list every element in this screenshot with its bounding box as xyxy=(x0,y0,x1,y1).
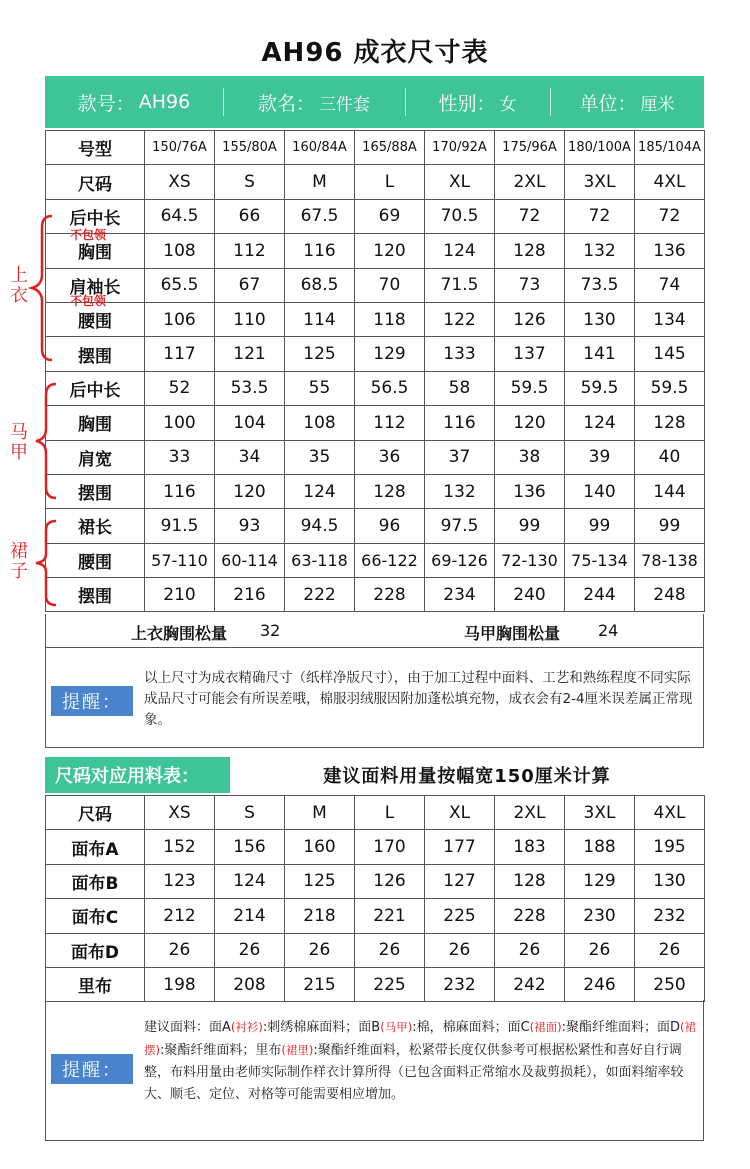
row-label: 胸围 xyxy=(46,406,145,440)
skirt-group-brace xyxy=(32,518,58,608)
value-cell: 214 xyxy=(215,899,285,933)
style-no-value: AH96 xyxy=(138,91,191,113)
value-cell: 130 xyxy=(635,864,705,898)
value-cell: 123 xyxy=(145,864,215,898)
value-cell: 26 xyxy=(285,933,355,967)
measure-row xyxy=(46,337,705,371)
value-cell: 225 xyxy=(425,899,495,933)
value-cell: 120 xyxy=(495,406,565,440)
vest-ease-value: 24 xyxy=(598,621,619,640)
fabric-row xyxy=(46,967,705,1001)
value-cell: 228 xyxy=(355,578,425,612)
value-cell: 104 xyxy=(215,406,285,440)
value-cell: 26 xyxy=(145,933,215,967)
measure-row xyxy=(46,440,705,474)
fit-cell: 175/96A xyxy=(495,131,565,165)
fabric-note-part: 建议面料：面A xyxy=(144,1020,231,1035)
value-cell: 78-138 xyxy=(635,543,705,577)
measure-row xyxy=(46,302,705,336)
value-cell: 55 xyxy=(285,371,355,405)
value-cell: 38 xyxy=(495,440,565,474)
gender-value: 女 xyxy=(499,94,517,115)
value-cell: 66-122 xyxy=(355,543,425,577)
value-cell: 60-114 xyxy=(215,543,285,577)
value-cell: 125 xyxy=(285,864,355,898)
value-cell: 70 xyxy=(355,268,425,302)
size-cell: XS xyxy=(145,796,215,830)
fabric-note-tag: (裙里) xyxy=(281,1043,314,1057)
fabric-note-part: :聚酯纤维面料；里布 xyxy=(160,1043,282,1058)
value-cell: 75-134 xyxy=(565,543,635,577)
skirt-group-label: 裙子 xyxy=(10,541,28,582)
value-cell: 141 xyxy=(565,337,635,371)
gender xyxy=(405,76,550,128)
value-cell: 130 xyxy=(565,302,635,336)
value-cell: 26 xyxy=(635,933,705,967)
value-cell: 26 xyxy=(425,933,495,967)
value-cell: 73 xyxy=(495,268,565,302)
value-cell: 222 xyxy=(285,578,355,612)
value-cell: 195 xyxy=(635,830,705,864)
value-cell: 40 xyxy=(635,440,705,474)
value-cell: 118 xyxy=(355,302,425,336)
fabric-bar-subtitle: 建议面料用量按幅宽150厘米计算 xyxy=(323,766,611,787)
row-label: 后中长 xyxy=(46,199,145,233)
value-cell: 64.5 xyxy=(145,199,215,233)
value-cell: 218 xyxy=(285,899,355,933)
value-cell: 225 xyxy=(355,967,425,1001)
unit xyxy=(550,76,704,128)
value-cell: 110 xyxy=(215,302,285,336)
size-cell: S xyxy=(215,165,285,199)
value-cell: 128 xyxy=(495,864,565,898)
value-cell: 126 xyxy=(355,864,425,898)
value-cell: 99 xyxy=(565,509,635,543)
row-label: 面布C xyxy=(46,899,145,933)
value-cell: 108 xyxy=(285,406,355,440)
vest-ease-label: 马甲胸围松量 xyxy=(464,624,561,643)
value-cell: 244 xyxy=(565,578,635,612)
value-cell: 128 xyxy=(355,474,425,508)
size-cell: XS xyxy=(145,165,215,199)
reminder-text-2 xyxy=(144,1016,699,1106)
value-cell: 37 xyxy=(425,440,495,474)
value-cell: 114 xyxy=(285,302,355,336)
value-cell: 160 xyxy=(285,830,355,864)
gender-label: 性别： xyxy=(438,92,496,115)
value-cell: 35 xyxy=(285,440,355,474)
value-cell: 99 xyxy=(495,509,565,543)
size-cell: S xyxy=(215,796,285,830)
fabric-note-tag: (裙面) xyxy=(529,1020,562,1034)
no-collar-note-1: 不包领 xyxy=(70,228,107,242)
no-collar-note-2: 不包领 xyxy=(70,294,107,308)
value-cell: 71.5 xyxy=(425,268,495,302)
value-cell: 221 xyxy=(355,899,425,933)
fit-cell: 170/92A xyxy=(425,131,495,165)
vest-group-label: 马甲 xyxy=(10,422,28,463)
measure-row xyxy=(46,199,705,233)
measure-row xyxy=(46,578,705,612)
unit-label: 单位： xyxy=(579,92,637,115)
fit-cell: 185/104A xyxy=(635,131,705,165)
row-label: 面布D xyxy=(46,933,145,967)
value-cell: 198 xyxy=(145,967,215,1001)
size-cell: L xyxy=(355,165,425,199)
fabric-note-tag: (马甲) xyxy=(380,1020,413,1034)
row-label: 肩宽 xyxy=(46,440,145,474)
value-cell: 140 xyxy=(565,474,635,508)
value-cell: 216 xyxy=(215,578,285,612)
page-title: AH96 成衣尺寸表 xyxy=(261,38,489,68)
value-cell: 108 xyxy=(145,234,215,268)
value-cell: 96 xyxy=(355,509,425,543)
value-cell: 34 xyxy=(215,440,285,474)
value-cell: 126 xyxy=(495,302,565,336)
value-cell: 124 xyxy=(565,406,635,440)
value-cell: 100 xyxy=(145,406,215,440)
fabric-row xyxy=(46,933,705,967)
value-cell: 240 xyxy=(495,578,565,612)
fit-cell: 160/84A xyxy=(285,131,355,165)
row-label: 摆围 xyxy=(46,474,145,508)
value-cell: 208 xyxy=(215,967,285,1001)
reminder-box-2 xyxy=(45,1000,704,1141)
fabric-note-part: :棉，棉麻面料；面C xyxy=(412,1020,530,1035)
value-cell: 69 xyxy=(355,199,425,233)
value-cell: 129 xyxy=(565,864,635,898)
value-cell: 133 xyxy=(425,337,495,371)
value-cell: 73.5 xyxy=(565,268,635,302)
value-cell: 145 xyxy=(635,337,705,371)
value-cell: 132 xyxy=(565,234,635,268)
top-group-brace xyxy=(28,213,54,363)
row-label: 摆围 xyxy=(46,337,145,371)
value-cell: 112 xyxy=(215,234,285,268)
fabric-row xyxy=(46,864,705,898)
value-cell: 72 xyxy=(495,199,565,233)
value-cell: 124 xyxy=(285,474,355,508)
value-cell: 170 xyxy=(355,830,425,864)
value-cell: 136 xyxy=(635,234,705,268)
row-label: 裙长 xyxy=(46,509,145,543)
reminder-box-1 xyxy=(45,648,704,748)
row-label: 面布A xyxy=(46,830,145,864)
style-name-label: 款名： xyxy=(257,92,315,115)
size-cell: M xyxy=(285,165,355,199)
value-cell: 26 xyxy=(215,933,285,967)
value-cell: 116 xyxy=(285,234,355,268)
value-cell: 128 xyxy=(635,406,705,440)
value-cell: 215 xyxy=(285,967,355,1001)
value-cell: 68.5 xyxy=(285,268,355,302)
size-cell: 2XL xyxy=(495,165,565,199)
value-cell: 39 xyxy=(565,440,635,474)
fabric-note-tag: (裙摆) xyxy=(144,1020,697,1057)
value-cell: 250 xyxy=(635,967,705,1001)
value-cell: 134 xyxy=(635,302,705,336)
value-cell: 125 xyxy=(285,337,355,371)
unit-value: 厘米 xyxy=(640,94,675,115)
size-cell: XL xyxy=(425,796,495,830)
value-cell: 33 xyxy=(145,440,215,474)
size-cell: 2XL xyxy=(495,796,565,830)
style-no xyxy=(45,76,223,128)
row-label: 后中长 xyxy=(46,371,145,405)
fabric-bar-title: 尺码对应用料表： xyxy=(45,757,230,793)
value-cell: 26 xyxy=(495,933,565,967)
value-cell: 74 xyxy=(635,268,705,302)
measure-row xyxy=(46,406,705,440)
measure-row xyxy=(46,509,705,543)
size-cell: 3XL xyxy=(565,796,635,830)
value-cell: 128 xyxy=(495,234,565,268)
value-cell: 56.5 xyxy=(355,371,425,405)
row-label: 胸围 xyxy=(46,234,145,268)
value-cell: 124 xyxy=(425,234,495,268)
size-cell: L xyxy=(355,796,425,830)
value-cell: 106 xyxy=(145,302,215,336)
fit-cell: 165/88A xyxy=(355,131,425,165)
value-cell: 232 xyxy=(425,967,495,1001)
value-cell: 116 xyxy=(145,474,215,508)
value-cell: 59.5 xyxy=(635,371,705,405)
top-ease-label: 上衣胸围松量 xyxy=(131,624,228,643)
row-label: 尺码 xyxy=(46,165,145,199)
style-name xyxy=(223,76,405,128)
row-label: 号型 xyxy=(46,131,145,165)
fabric-row xyxy=(46,830,705,864)
fabric-size-row xyxy=(46,796,705,830)
value-cell: 242 xyxy=(495,967,565,1001)
value-cell: 120 xyxy=(355,234,425,268)
fit-cell: 150/76A xyxy=(145,131,215,165)
value-cell: 67.5 xyxy=(285,199,355,233)
measure-row xyxy=(46,234,705,268)
value-cell: 72 xyxy=(635,199,705,233)
row-label: 腰围 xyxy=(46,302,145,336)
value-cell: 122 xyxy=(425,302,495,336)
fabric-note-tag: (衬衫) xyxy=(230,1020,263,1034)
value-cell: 234 xyxy=(425,578,495,612)
value-cell: 66 xyxy=(215,199,285,233)
value-cell: 63-118 xyxy=(285,543,355,577)
measure-row xyxy=(46,474,705,508)
value-cell: 59.5 xyxy=(565,371,635,405)
fabric-bar xyxy=(45,757,704,793)
fabric-note-part: :刺绣棉麻面料；面B xyxy=(262,1020,381,1035)
row-label: 肩袖长 xyxy=(46,268,145,302)
row-label: 腰围 xyxy=(46,543,145,577)
value-cell: 93 xyxy=(215,509,285,543)
value-cell: 67 xyxy=(215,268,285,302)
measure-row xyxy=(46,371,705,405)
size-cell: 3XL xyxy=(565,165,635,199)
value-cell: 94.5 xyxy=(285,509,355,543)
value-cell: 72-130 xyxy=(495,543,565,577)
value-cell: 188 xyxy=(565,830,635,864)
value-cell: 230 xyxy=(565,899,635,933)
value-cell: 137 xyxy=(495,337,565,371)
value-cell: 183 xyxy=(495,830,565,864)
value-cell: 97.5 xyxy=(425,509,495,543)
fabric-row xyxy=(46,899,705,933)
info-header xyxy=(45,76,704,128)
value-cell: 152 xyxy=(145,830,215,864)
value-cell: 116 xyxy=(425,406,495,440)
value-cell: 57-110 xyxy=(145,543,215,577)
value-cell: 58 xyxy=(425,371,495,405)
value-cell: 121 xyxy=(215,337,285,371)
value-cell: 59.5 xyxy=(495,371,565,405)
fabric-note-part: :聚酯纤维面料；面D xyxy=(561,1020,681,1035)
value-cell: 144 xyxy=(635,474,705,508)
value-cell: 26 xyxy=(565,933,635,967)
fit-cell: 155/80A xyxy=(215,131,285,165)
value-cell: 129 xyxy=(355,337,425,371)
value-cell: 70.5 xyxy=(425,199,495,233)
value-cell: 26 xyxy=(355,933,425,967)
size-row xyxy=(46,165,705,199)
reminder-badge-1: 提醒： xyxy=(51,686,133,716)
style-name-value: 三件套 xyxy=(319,94,370,115)
value-cell: 132 xyxy=(425,474,495,508)
row-label: 面布B xyxy=(46,864,145,898)
value-cell: 127 xyxy=(425,864,495,898)
value-cell: 52 xyxy=(145,371,215,405)
value-cell: 99 xyxy=(635,509,705,543)
fit-row xyxy=(46,131,705,165)
size-cell: M xyxy=(285,796,355,830)
value-cell: 72 xyxy=(565,199,635,233)
value-cell: 177 xyxy=(425,830,495,864)
value-cell: 248 xyxy=(635,578,705,612)
value-cell: 124 xyxy=(215,864,285,898)
value-cell: 112 xyxy=(355,406,425,440)
fabric-note-part: :聚酯纤维面料，松紧带长度仅供参考可根据松紧性和喜好自行调整，布料用量由老师实际制作样衣计算所得（已包含面料正常缩水及裁剪损耗），如面料缩率较大、顺毛、定位、对格等可能需要相应增加。 xyxy=(144,1043,684,1102)
style-no-label: 款号： xyxy=(77,92,135,115)
value-cell: 228 xyxy=(495,899,565,933)
value-cell: 53.5 xyxy=(215,371,285,405)
size-table xyxy=(45,130,705,612)
value-cell: 65.5 xyxy=(145,268,215,302)
value-cell: 91.5 xyxy=(145,509,215,543)
value-cell: 69-126 xyxy=(425,543,495,577)
value-cell: 232 xyxy=(635,899,705,933)
top-ease-value: 32 xyxy=(260,621,281,640)
ease-row xyxy=(45,614,704,648)
size-cell: 4XL xyxy=(635,796,705,830)
fabric-table xyxy=(45,795,705,1002)
value-cell: 156 xyxy=(215,830,285,864)
measure-row xyxy=(46,543,705,577)
value-cell: 212 xyxy=(145,899,215,933)
row-label: 里布 xyxy=(46,967,145,1001)
row-label: 尺码 xyxy=(46,796,145,830)
top-group-label: 上衣 xyxy=(10,265,28,306)
reminder-badge-2: 提醒： xyxy=(51,1054,133,1084)
measure-row xyxy=(46,268,705,302)
value-cell: 36 xyxy=(355,440,425,474)
size-cell: XL xyxy=(425,165,495,199)
value-cell: 136 xyxy=(495,474,565,508)
size-cell: 4XL xyxy=(635,165,705,199)
value-cell: 120 xyxy=(215,474,285,508)
value-cell: 210 xyxy=(145,578,215,612)
value-cell: 246 xyxy=(565,967,635,1001)
reminder-text-1: 以上尺寸为成衣精确尺寸（纸样净版尺寸），由于加工过程中面料、工艺和熟练程度不同实际成品尺寸可能会有所误差哦，棉服羽绒服因附加蓬松填充物，成衣会有2-4厘米误差属正常现象。 xyxy=(144,670,693,728)
value-cell: 117 xyxy=(145,337,215,371)
row-label: 摆围 xyxy=(46,578,145,612)
vest-group-brace xyxy=(32,381,58,501)
fit-cell: 180/100A xyxy=(565,131,635,165)
